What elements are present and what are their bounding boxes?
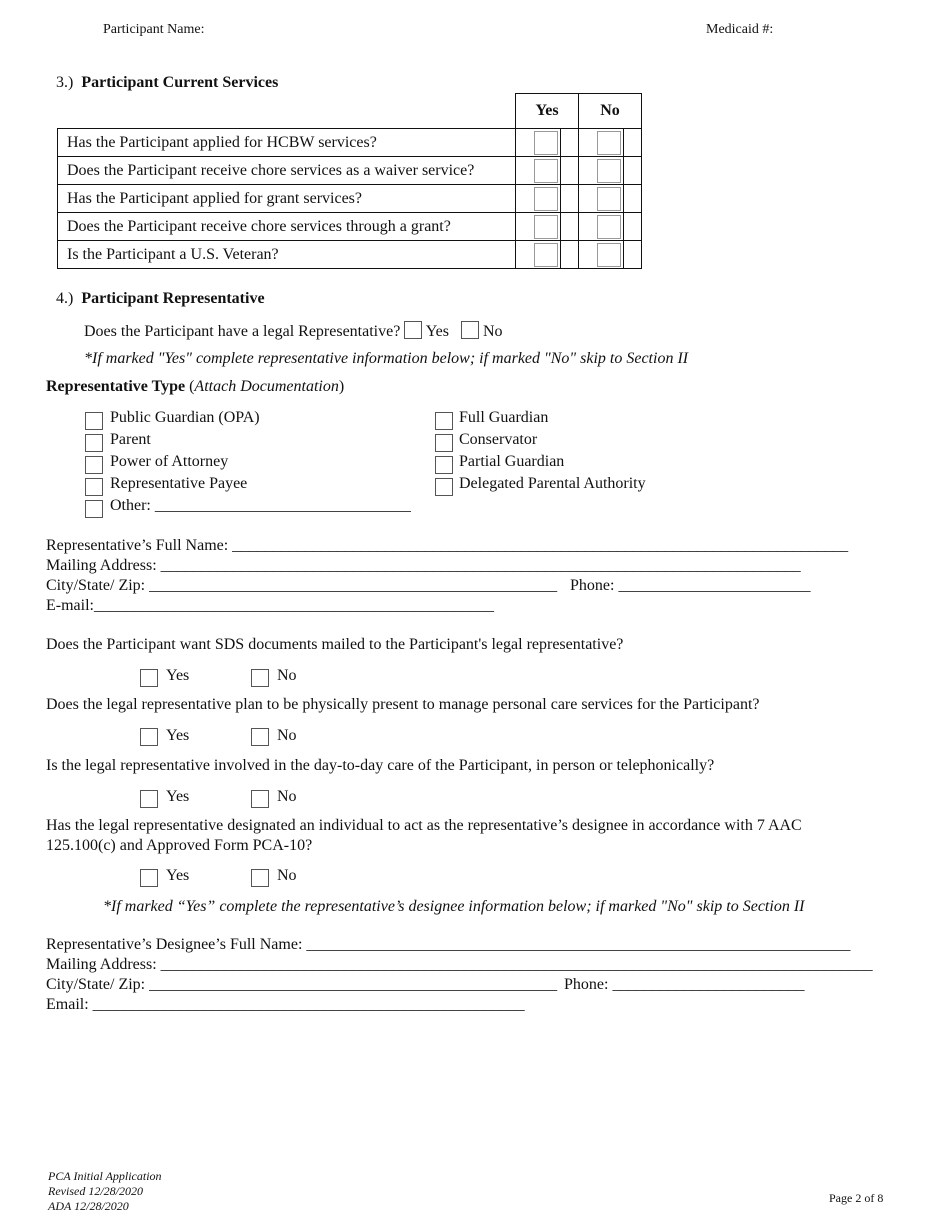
designee-note: *If marked “Yes” complete the representative’s designee information below; if marked "No" skip to Section II: [103, 898, 805, 915]
table-row: [58, 213, 642, 241]
table-row: [58, 157, 642, 185]
footer-form-name: PCA Initial Application: [48, 1169, 162, 1183]
rep-option-label: Public Guardian (OPA): [110, 409, 260, 426]
q1-yes-label: Yes: [166, 667, 190, 684]
section3-heading: [56, 74, 278, 92]
designee-full-name-field[interactable]: Representative’s Designee’s Full Name: ____________________________________________________________________: [46, 936, 851, 953]
full-guardian-checkbox[interactable]: [435, 412, 453, 430]
page-number: Page 2 of 8: [829, 1191, 884, 1205]
delegated-parental-authority-checkbox[interactable]: [435, 478, 453, 496]
no-checkbox[interactable]: [597, 131, 621, 155]
rep-option-label: Partial Guardian: [459, 453, 565, 470]
physically-present-question: Does the legal representative plan to be physically present to manage personal care services for the Participant?: [46, 696, 760, 713]
rep-phone-field[interactable]: Phone: ________________________: [570, 577, 811, 594]
q2-yes-checkbox[interactable]: [140, 728, 158, 746]
parent-checkbox[interactable]: [85, 434, 103, 452]
representative-payee-checkbox[interactable]: [85, 478, 103, 496]
col-yes-header: Yes: [516, 94, 579, 129]
rep-type-heading: [46, 378, 344, 396]
q4-no-checkbox[interactable]: [251, 869, 269, 887]
table-row: [58, 129, 642, 157]
sds-documents-question: Does the Participant want SDS documents mailed to the Participant's legal representative?: [46, 636, 624, 653]
footer-ada: ADA 12/28/2020: [48, 1199, 129, 1213]
yes-checkbox[interactable]: [534, 131, 558, 155]
section3-number: 3.): [56, 74, 74, 91]
partial-guardian-checkbox[interactable]: [435, 456, 453, 474]
rep-option-label: Full Guardian: [459, 409, 549, 426]
q2-yes-label: Yes: [166, 727, 190, 744]
no-checkbox[interactable]: [597, 187, 621, 211]
legal-rep-question-text: Does the Participant have a legal Representative?: [84, 323, 401, 340]
designee-question-line1: Has the legal representative designated an individual to act as the representative’s designee in accordance with 7 AAC: [46, 817, 802, 834]
rep-full-name-field[interactable]: Representative’s Full Name: _____________________________________________________________________________: [46, 537, 849, 554]
no-checkbox[interactable]: [597, 243, 621, 267]
service-question: Has the Participant applied for HCBW services?: [58, 129, 516, 157]
service-question: Has the Participant applied for grant services?: [58, 185, 516, 213]
q3-yes-label: Yes: [166, 788, 190, 805]
public-guardian-checkbox[interactable]: [85, 412, 103, 430]
rep-option-label: Power of Attorney: [110, 453, 229, 470]
rep-type-label: Representative Type: [46, 378, 186, 395]
section3-title: Participant Current Services: [81, 74, 279, 91]
participant-name-label: Participant Name:: [103, 22, 205, 37]
q1-yes-checkbox[interactable]: [140, 669, 158, 687]
current-services-table: [57, 93, 642, 269]
col-no-header: No: [579, 94, 642, 129]
q4-yes-label: Yes: [166, 867, 190, 884]
rep-email-field[interactable]: E-mail:__________________________________________________: [46, 597, 494, 614]
yes-checkbox[interactable]: [534, 159, 558, 183]
rep-option-other[interactable]: Other: ________________________________: [110, 497, 411, 514]
power-of-attorney-checkbox[interactable]: [85, 456, 103, 474]
q3-yes-checkbox[interactable]: [140, 790, 158, 808]
q3-no-label: No: [277, 788, 297, 805]
legal-rep-no-checkbox[interactable]: [461, 321, 479, 339]
service-question: Does the Participant receive chore services as a waiver service?: [58, 157, 516, 185]
section4-heading: [56, 290, 265, 308]
designee-question-line2: 125.100(c) and Approved Form PCA-10?: [46, 837, 313, 854]
table-row: [58, 241, 642, 269]
no-checkbox[interactable]: [597, 159, 621, 183]
service-question: Is the Participant a U.S. Veteran?: [58, 241, 516, 269]
q2-no-label: No: [277, 727, 297, 744]
designee-phone-field[interactable]: Phone: ________________________: [564, 976, 805, 993]
yes-checkbox[interactable]: [534, 187, 558, 211]
table-row: [58, 185, 642, 213]
footer-revised: Revised 12/28/2020: [48, 1184, 143, 1198]
no-checkbox[interactable]: [597, 215, 621, 239]
yes-checkbox[interactable]: [534, 215, 558, 239]
rep-mailing-address-field[interactable]: Mailing Address: ________________________________________________________________________________: [46, 557, 801, 574]
legal-rep-note: *If marked "Yes" complete representative information below; if marked "No" skip to Section II: [84, 350, 689, 367]
service-question: Does the Participant receive chore services through a grant?: [58, 213, 516, 241]
legal-rep-yes-label: Yes: [425, 323, 449, 340]
yes-checkbox[interactable]: [534, 243, 558, 267]
rep-option-label: Parent: [110, 431, 151, 448]
q2-no-checkbox[interactable]: [251, 728, 269, 746]
legal-rep-no-label: No: [483, 323, 503, 340]
designee-mailing-address-field[interactable]: Mailing Address: _________________________________________________________________________________________: [46, 956, 873, 973]
q1-no-checkbox[interactable]: [251, 669, 269, 687]
legal-rep-yes-checkbox[interactable]: [404, 321, 422, 339]
rep-option-label: Delegated Parental Authority: [459, 475, 646, 492]
q3-no-checkbox[interactable]: [251, 790, 269, 808]
rep-city-state-zip-field[interactable]: City/State/ Zip: ___________________________________________________: [46, 577, 558, 594]
legal-rep-question: [84, 321, 503, 341]
attach-documentation: Attach Documentation: [194, 378, 339, 395]
rep-option-label: Conservator: [459, 431, 538, 448]
designee-city-state-zip-field[interactable]: City/State/ Zip: ___________________________________________________: [46, 976, 558, 993]
q4-no-label: No: [277, 867, 297, 884]
q1-no-label: No: [277, 667, 297, 684]
table-header-row: [58, 94, 642, 129]
paren-open: (: [189, 378, 195, 395]
day-to-day-care-question: Is the legal representative involved in the day-to-day care of the Participant, in person or telephonically?: [46, 757, 715, 774]
paren-close: ): [338, 378, 345, 395]
conservator-checkbox[interactable]: [435, 434, 453, 452]
q4-yes-checkbox[interactable]: [140, 869, 158, 887]
rep-option-label: Representative Payee: [110, 475, 248, 492]
medicaid-label: Medicaid #:: [706, 22, 774, 37]
other-checkbox[interactable]: [85, 500, 103, 518]
section4-number: 4.): [56, 290, 74, 307]
designee-email-field[interactable]: Email: ______________________________________________________: [46, 996, 525, 1013]
section4-title: Participant Representative: [81, 290, 265, 307]
